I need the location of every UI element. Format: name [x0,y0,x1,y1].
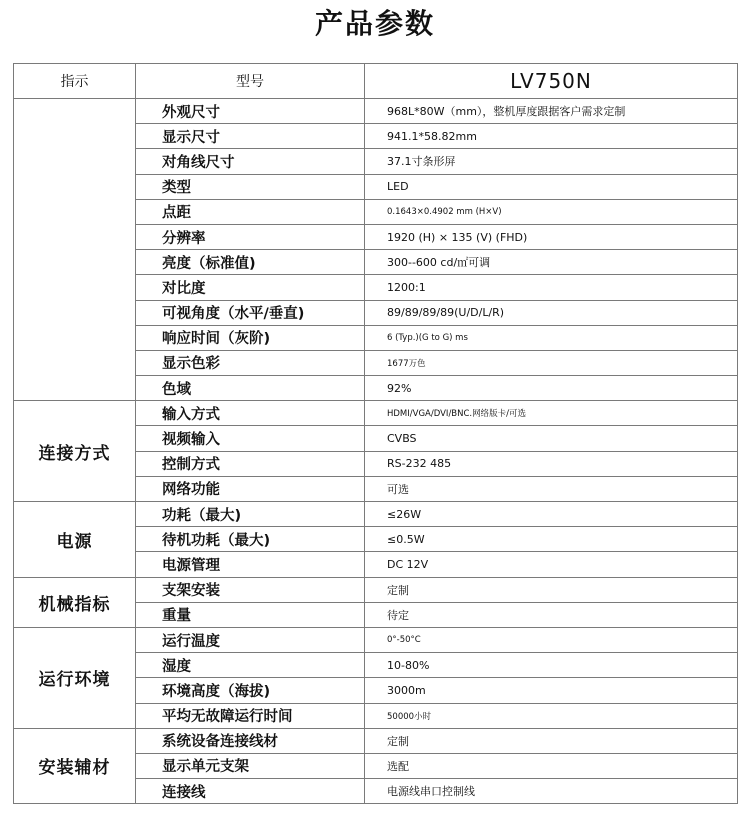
value-cell: ≤26W [365,502,738,527]
category-cell-display [14,99,136,401]
value-cell: 92% [365,376,738,401]
page-title: 产品参数 [314,7,435,40]
param-cell: 色域 [136,376,365,401]
param-cell: 对角线尺寸 [136,149,365,174]
value-cell: 1200:1 [365,275,738,300]
value-cell: HDMI/VGA/DVI/BNC.网络版卡/可选 [365,401,738,426]
param-cell: 功耗（最大) [136,502,365,527]
table-row [14,627,738,652]
value-cell: 0.1643×0.4902 mm (H×V) [365,199,738,224]
value-cell: 选配 [365,753,738,778]
value-cell: 50000小时 [365,703,738,728]
value-cell: RS-232 485 [365,451,738,476]
value-cell: 941.1*58.82mm [365,124,738,149]
param-cell: 显示尺寸 [136,124,365,149]
value-cell: 可选 [365,476,738,501]
value-cell: 定制 [365,728,738,753]
value-cell: 1677万色 [365,350,738,375]
category-cell-mechanical: 机械指标 [14,577,136,627]
value-cell: LED [365,174,738,199]
param-cell: 亮度（标准值) [136,250,365,275]
param-cell: 电源管理 [136,552,365,577]
value-cell: 10-80% [365,653,738,678]
value-cell: ≤0.5W [365,527,738,552]
value-cell: 300--600 cd/㎡可调 [365,250,738,275]
param-cell: 支架安装 [136,577,365,602]
value-cell: 37.1寸条形屏 [365,149,738,174]
table-header-row [14,64,738,99]
value-cell: 电源线串口控制线 [365,779,738,804]
param-cell: 网络功能 [136,476,365,501]
category-cell-connection: 连接方式 [14,401,136,502]
spec-table [13,63,738,804]
param-cell: 控制方式 [136,451,365,476]
value-cell: 89/89/89/89(U/D/L/R) [365,300,738,325]
table-row [14,577,738,602]
param-cell: 连接线 [136,779,365,804]
table-row [14,728,738,753]
value-cell: CVBS [365,426,738,451]
param-cell: 视频输入 [136,426,365,451]
param-cell: 显示单元支架 [136,753,365,778]
param-cell: 响应时间（灰阶) [136,325,365,350]
param-cell: 对比度 [136,275,365,300]
param-cell: 输入方式 [136,401,365,426]
param-cell: 平均无故障运行时间 [136,703,365,728]
param-cell: 显示色彩 [136,350,365,375]
header-param: 型号 [136,64,365,99]
header-category: 指示 [14,64,136,99]
table-row [14,401,738,426]
param-cell: 分辨率 [136,224,365,249]
header-model: LV750N [365,64,738,99]
value-cell: 待定 [365,602,738,627]
param-cell: 点距 [136,199,365,224]
category-cell-accessories: 安装辅材 [14,728,136,804]
value-cell: 6 (Typ.)(G to G) ms [365,325,738,350]
param-cell: 外观尺寸 [136,99,365,124]
value-cell: 1920 (H) × 135 (V) (FHD) [365,224,738,249]
param-cell: 重量 [136,602,365,627]
value-cell: 定制 [365,577,738,602]
value-cell: 968L*80W（mm），整机厚度跟据客户需求定制 [365,99,738,124]
value-cell: 0°-50°C [365,627,738,652]
param-cell: 系统设备连接线材 [136,728,365,753]
param-cell: 类型 [136,174,365,199]
table-row [14,99,738,124]
value-cell: 3000m [365,678,738,703]
param-cell: 运行温度 [136,627,365,652]
table-row [14,502,738,527]
param-cell: 环境高度（海拔) [136,678,365,703]
param-cell: 待机功耗（最大) [136,527,365,552]
param-cell: 湿度 [136,653,365,678]
value-cell: DC 12V [365,552,738,577]
param-cell: 可视角度（水平/垂直) [136,300,365,325]
category-cell-power: 电源 [14,502,136,578]
category-cell-environment: 运行环境 [14,627,136,728]
